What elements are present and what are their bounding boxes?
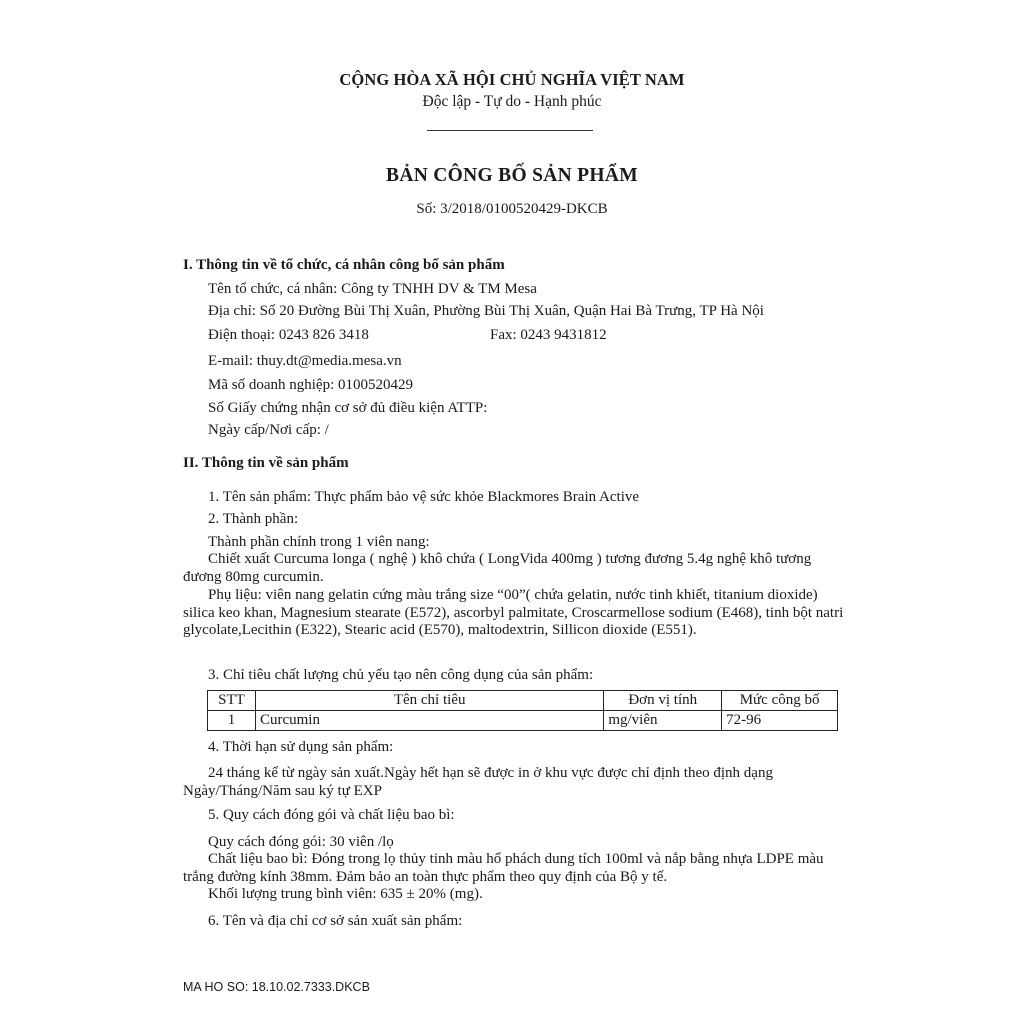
ingredients-heading: 2. Thành phần:	[208, 511, 299, 527]
section2-heading: II. Thông tin về sản phẩm	[183, 455, 349, 471]
main-ingredients-heading: Thành phần chính trong 1 viên nang:	[208, 534, 430, 550]
document-number: Số: 3/2018/0100520429-DKCB	[416, 201, 608, 217]
table-cell: 1	[208, 711, 256, 731]
packaging-material: Chất liệu bao bì: Đóng trong lọ thủy tinh màu hổ phách dung tích 100ml và nắp bằng nhựa LDPE màu trắng đường kính 38mm. Đảm bảo an toàn thực phẩm theo quy định của Bộ y tế.	[183, 851, 824, 885]
table-header: STT	[208, 691, 256, 711]
table-header: Mức công bố	[722, 691, 838, 711]
table-cell: Curcumin	[255, 711, 603, 731]
document-title: BẢN CÔNG BỐ SẢN PHẨM	[386, 165, 638, 186]
nation-heading: CỘNG HÒA XÃ HỘI CHỦ NGHĨA VIỆT NAM	[339, 70, 685, 89]
table-cell: 72-96	[722, 711, 838, 731]
excipients: Phụ liệu: viên nang gelatin cứng màu trắng size “00”( chứa gelatin, nước tinh khiết, titanium dioxide) silica keo khan, Magnesium stearate (E572), ascorbyl palmitate, Croscarmellose sodium (E468), tinh bột natri glycolate,Lecithin (E322), Stearic acid (E570), maltodextrin, Sillicon dioxide (E551).	[183, 587, 844, 638]
main-ingredients: Chiết xuất Curcuma longa ( nghệ ) khô chứa ( LongVida 400mg ) tương đương 5.4g nghệ khô tương đương 80mg curcumin.	[183, 551, 812, 585]
packaging-heading: 5. Quy cách đóng gói và chất liệu bao bì:	[208, 807, 455, 823]
section1-heading: I. Thông tin về tổ chức, cá nhân công bố sản phẩm	[183, 257, 505, 273]
product-name: 1. Tên sản phẩm: Thực phẩm bảo vệ sức khỏe Blackmores Brain Active	[208, 489, 640, 505]
table-header: Đơn vị tính	[604, 691, 722, 711]
shelf-life-heading: 4. Thời hạn sử dụng sản phẩm:	[208, 739, 394, 755]
shelf-life: 24 tháng kể từ ngày sản xuất.Ngày hết hạn sẽ được in ở khu vực được chỉ định theo định dạng Ngày/Tháng/Năm sau ký tự EXP	[183, 765, 773, 799]
quality-table	[207, 690, 838, 731]
average-weight: Khối lượng trung bình viên: 635 ± 20% (mg).	[208, 886, 483, 902]
packaging-spec: Quy cách đóng gói: 30 viên /lọ	[208, 834, 394, 850]
food-safety-certificate: Số Giấy chứng nhận cơ sở đủ điều kiện ATTP:	[208, 400, 488, 416]
issue-info: Ngày cấp/Nơi cấp: /	[208, 422, 329, 438]
quality-heading: 3. Chỉ tiêu chất lượng chủ yếu tạo nên công dụng của sản phẩm:	[208, 667, 594, 683]
table-header-row	[208, 691, 838, 711]
table-row	[208, 711, 838, 731]
org-email: E-mail: thuy.dt@media.mesa.vn	[208, 353, 402, 369]
table-header: Tên chỉ tiêu	[255, 691, 603, 711]
org-address: Địa chỉ: Số 20 Đường Bùi Thị Xuân, Phường Bùi Thị Xuân, Quận Hai Bà Trưng, TP Hà Nội	[208, 303, 764, 319]
table-cell: mg/viên	[604, 711, 722, 731]
org-fax: Fax: 0243 9431812	[490, 327, 607, 343]
business-code: Mã số doanh nghiệp: 0100520429	[208, 377, 413, 393]
dossier-code: MA HO SO: 18.10.02.7333.DKCB	[183, 980, 370, 994]
org-phone: Điện thoại: 0243 826 3418	[208, 327, 369, 343]
title-divider	[427, 130, 593, 131]
motto: Độc lập - Tự do - Hạnh phúc	[422, 93, 602, 110]
org-name: Tên tổ chức, cá nhân: Công ty TNHH DV & TM Mesa	[208, 281, 537, 297]
manufacturer-heading: 6. Tên và địa chỉ cơ sở sản xuất sản phẩm:	[208, 913, 463, 929]
